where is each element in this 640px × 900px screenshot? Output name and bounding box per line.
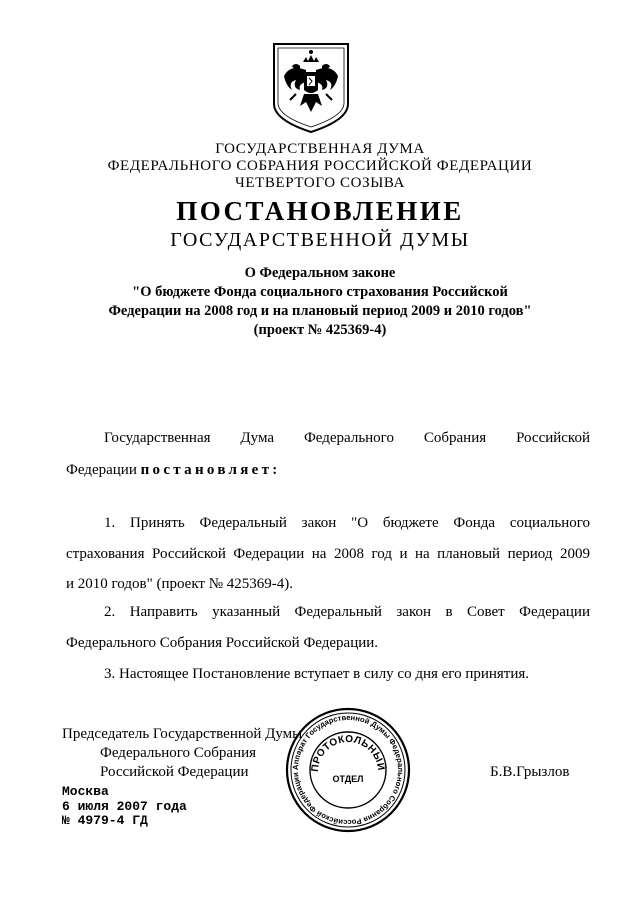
document-title: ПОСТАНОВЛЕНИЕ <box>176 196 464 226</box>
coat-of-arms-emblem <box>270 40 352 136</box>
svg-text:ПРОТОКОЛЬНЫЙ <box>310 734 388 773</box>
svg-text:Аппарат Государственной Думы Ф <box>291 713 405 827</box>
law-line-2: "О бюджете Фонда социального страхования Российской <box>132 284 508 300</box>
item-2-line-1: 2. Направить указанный Федеральный закон в Совет Федерации <box>104 604 590 620</box>
signatory-name: Б.В.Грызлов <box>490 764 570 780</box>
signature-line-1: Председатель Государственной Думы <box>62 726 303 742</box>
preamble-federation: Федерации <box>66 462 141 478</box>
preamble-line-1: Государственная Дума Федерального Собрания Российской <box>104 430 590 446</box>
official-seal-stamp <box>284 706 412 834</box>
signature-line-3: Российской Федерации <box>100 764 249 780</box>
footer-city: Москва <box>62 784 109 799</box>
item-1-line-3: и 2010 годов" (проект № 425369-4). <box>66 576 294 592</box>
signature-line-2: Федерального Собрания <box>100 745 257 761</box>
law-line-3: Федерации на 2008 год и на плановый период 2009 и 2010 годов" <box>108 303 532 319</box>
preamble-decree-word: постановляет: <box>140 462 281 478</box>
item-3-line-1: 3. Настоящее Постановление вступает в силу со дня его принятия. <box>104 666 530 682</box>
seal-outer-text: Аппарат Государственной Думы Федерального Собрания Российской Федерации <box>290 712 406 828</box>
law-line-4: (проект № 425369-4) <box>253 322 387 338</box>
header-line-1: ГОСУДАРСТВЕННАЯ ДУМА <box>215 141 425 157</box>
header-line-2: ФЕДЕРАЛЬНОГО СОБРАНИЯ РОССИЙСКОЙ ФЕДЕРАЦИИ <box>107 158 533 174</box>
seal-inner-text: ПРОТОКОЛЬНЫЙ <box>309 733 387 773</box>
law-line-1: О Федеральном законе <box>244 265 396 281</box>
header-line-3: ЧЕТВЕРТОГО СОЗЫВА <box>235 175 405 191</box>
item-1-line-1: 1. Принять Федеральный закон "О бюджете Фонда социального <box>104 515 590 531</box>
footer-number: № 4979-4 ГД <box>62 813 148 828</box>
seal-center-text: ОТДЕЛ <box>332 774 364 784</box>
footer-date: 6 июля 2007 года <box>62 799 187 814</box>
item-1-line-2: страхования Российской Федерации на 2008 год и на плановый период 2009 <box>66 546 590 562</box>
document-subtitle: ГОСУДАРСТВЕННОЙ ДУМЫ <box>170 229 470 251</box>
preamble-line-2 <box>66 460 281 480</box>
item-2-line-2: Федерального Собрания Российской Федерации. <box>66 635 379 651</box>
